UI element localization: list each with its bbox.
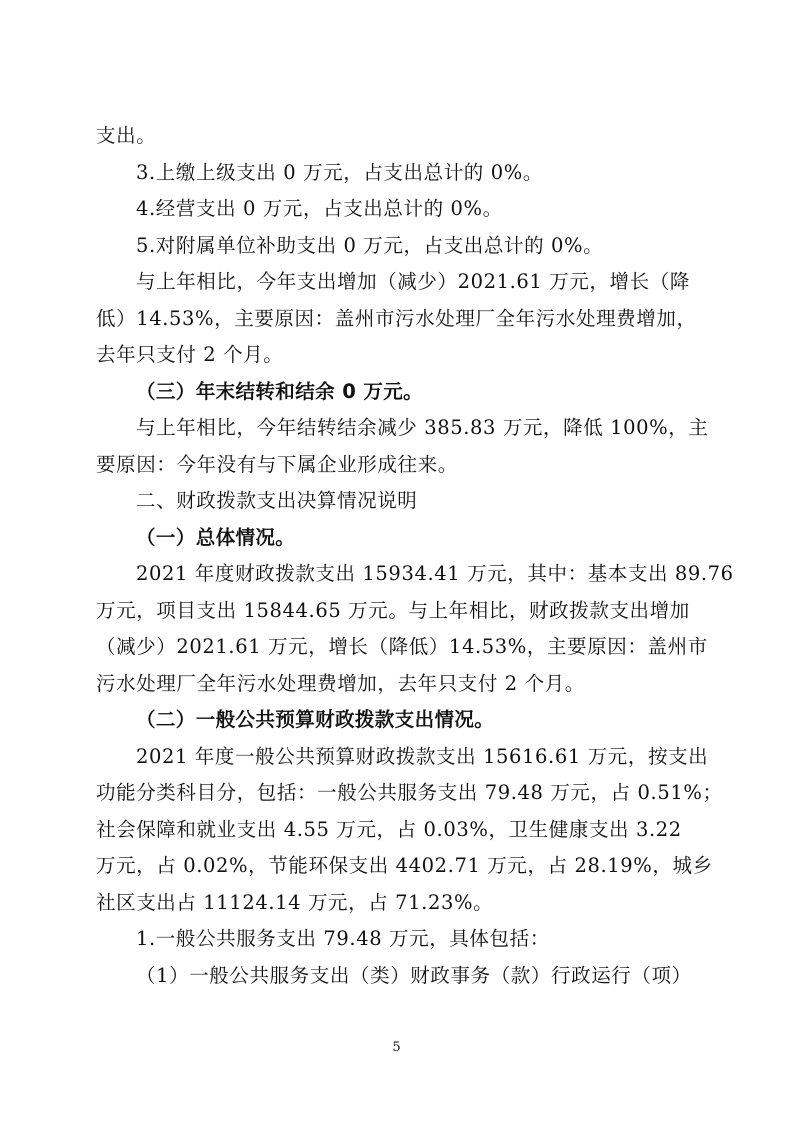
paragraph-line: 功能分类科目分，包括：一般公共服务支出 79.48 万元，占 0.51%；	[96, 781, 723, 804]
paragraph-line: 万元，占 0.02%，节能环保支出 4402.71 万元，占 28.19%，城乡	[96, 854, 713, 877]
paragraph-line: 5.对附属单位补助支出 0 万元，占支出总计的 0%。	[136, 233, 604, 257]
paragraph-line: 与上年相比，今年结转结余减少 385.83 万元，降低 100%，主	[136, 416, 709, 439]
paragraph-line: 社会保障和就业支出 4.55 万元，占 0.03%，卫生健康支出 3.22	[96, 817, 682, 841]
paragraph-line: 低）14.53%，主要原因：盖州市污水处理厂全年污水处理费增加，	[96, 306, 697, 330]
paragraph-line: 与上年相比，今年支出增加（减少）2021.61 万元，增长（降	[136, 270, 690, 293]
paragraph-line: 污水处理厂全年污水处理费增加，去年只支付 2 个月。	[96, 671, 585, 695]
paragraph-line: 3.上缴上级支出 0 万元，占支出总计的 0%。	[136, 160, 543, 184]
paragraph-line: （1）一般公共服务支出（类）财政事务（款）行政运行（项）	[136, 963, 692, 987]
page-number: 5	[392, 1040, 401, 1055]
paragraph-line: 1.一般公共服务支出 79.48 万元，具体包括：	[136, 927, 550, 950]
paragraph-line: 社区支出占 11124.14 万元，占 71.23%。	[96, 890, 494, 914]
paragraph-line: 去年只支付 2 个月。	[96, 343, 284, 366]
paragraph-line: 2021 年度一般公共预算财政拨款支出 15616.61 万元，按支出	[136, 744, 709, 768]
paragraph-line: 要原因：今年没有与下属企业形成往来。	[96, 452, 458, 476]
paragraph-line: 万元，项目支出 15844.65 万元。与上年相比，财政拨款支出增加	[96, 598, 690, 622]
section-heading: （二）一般公共预算财政拨款支出情况。	[136, 708, 495, 731]
paragraph-line: （减少）2021.61 万元，增长（降低）14.53%，主要原因：盖州市	[96, 635, 708, 658]
section-heading: 二、财政拨款支出决算情况说明	[136, 489, 418, 512]
paragraph-line: 支出。	[96, 124, 157, 147]
section-heading: （一）总体情况。	[136, 525, 296, 549]
section-heading: （三）年末结转和结余 0 万元。	[136, 379, 424, 403]
page-body	[96, 118, 734, 994]
paragraph-line: 2021 年度财政拨款支出 15934.41 万元，其中：基本支出 89.76	[136, 562, 734, 585]
paragraph-line: 4.经营支出 0 万元，占支出总计的 0%。	[136, 197, 503, 220]
